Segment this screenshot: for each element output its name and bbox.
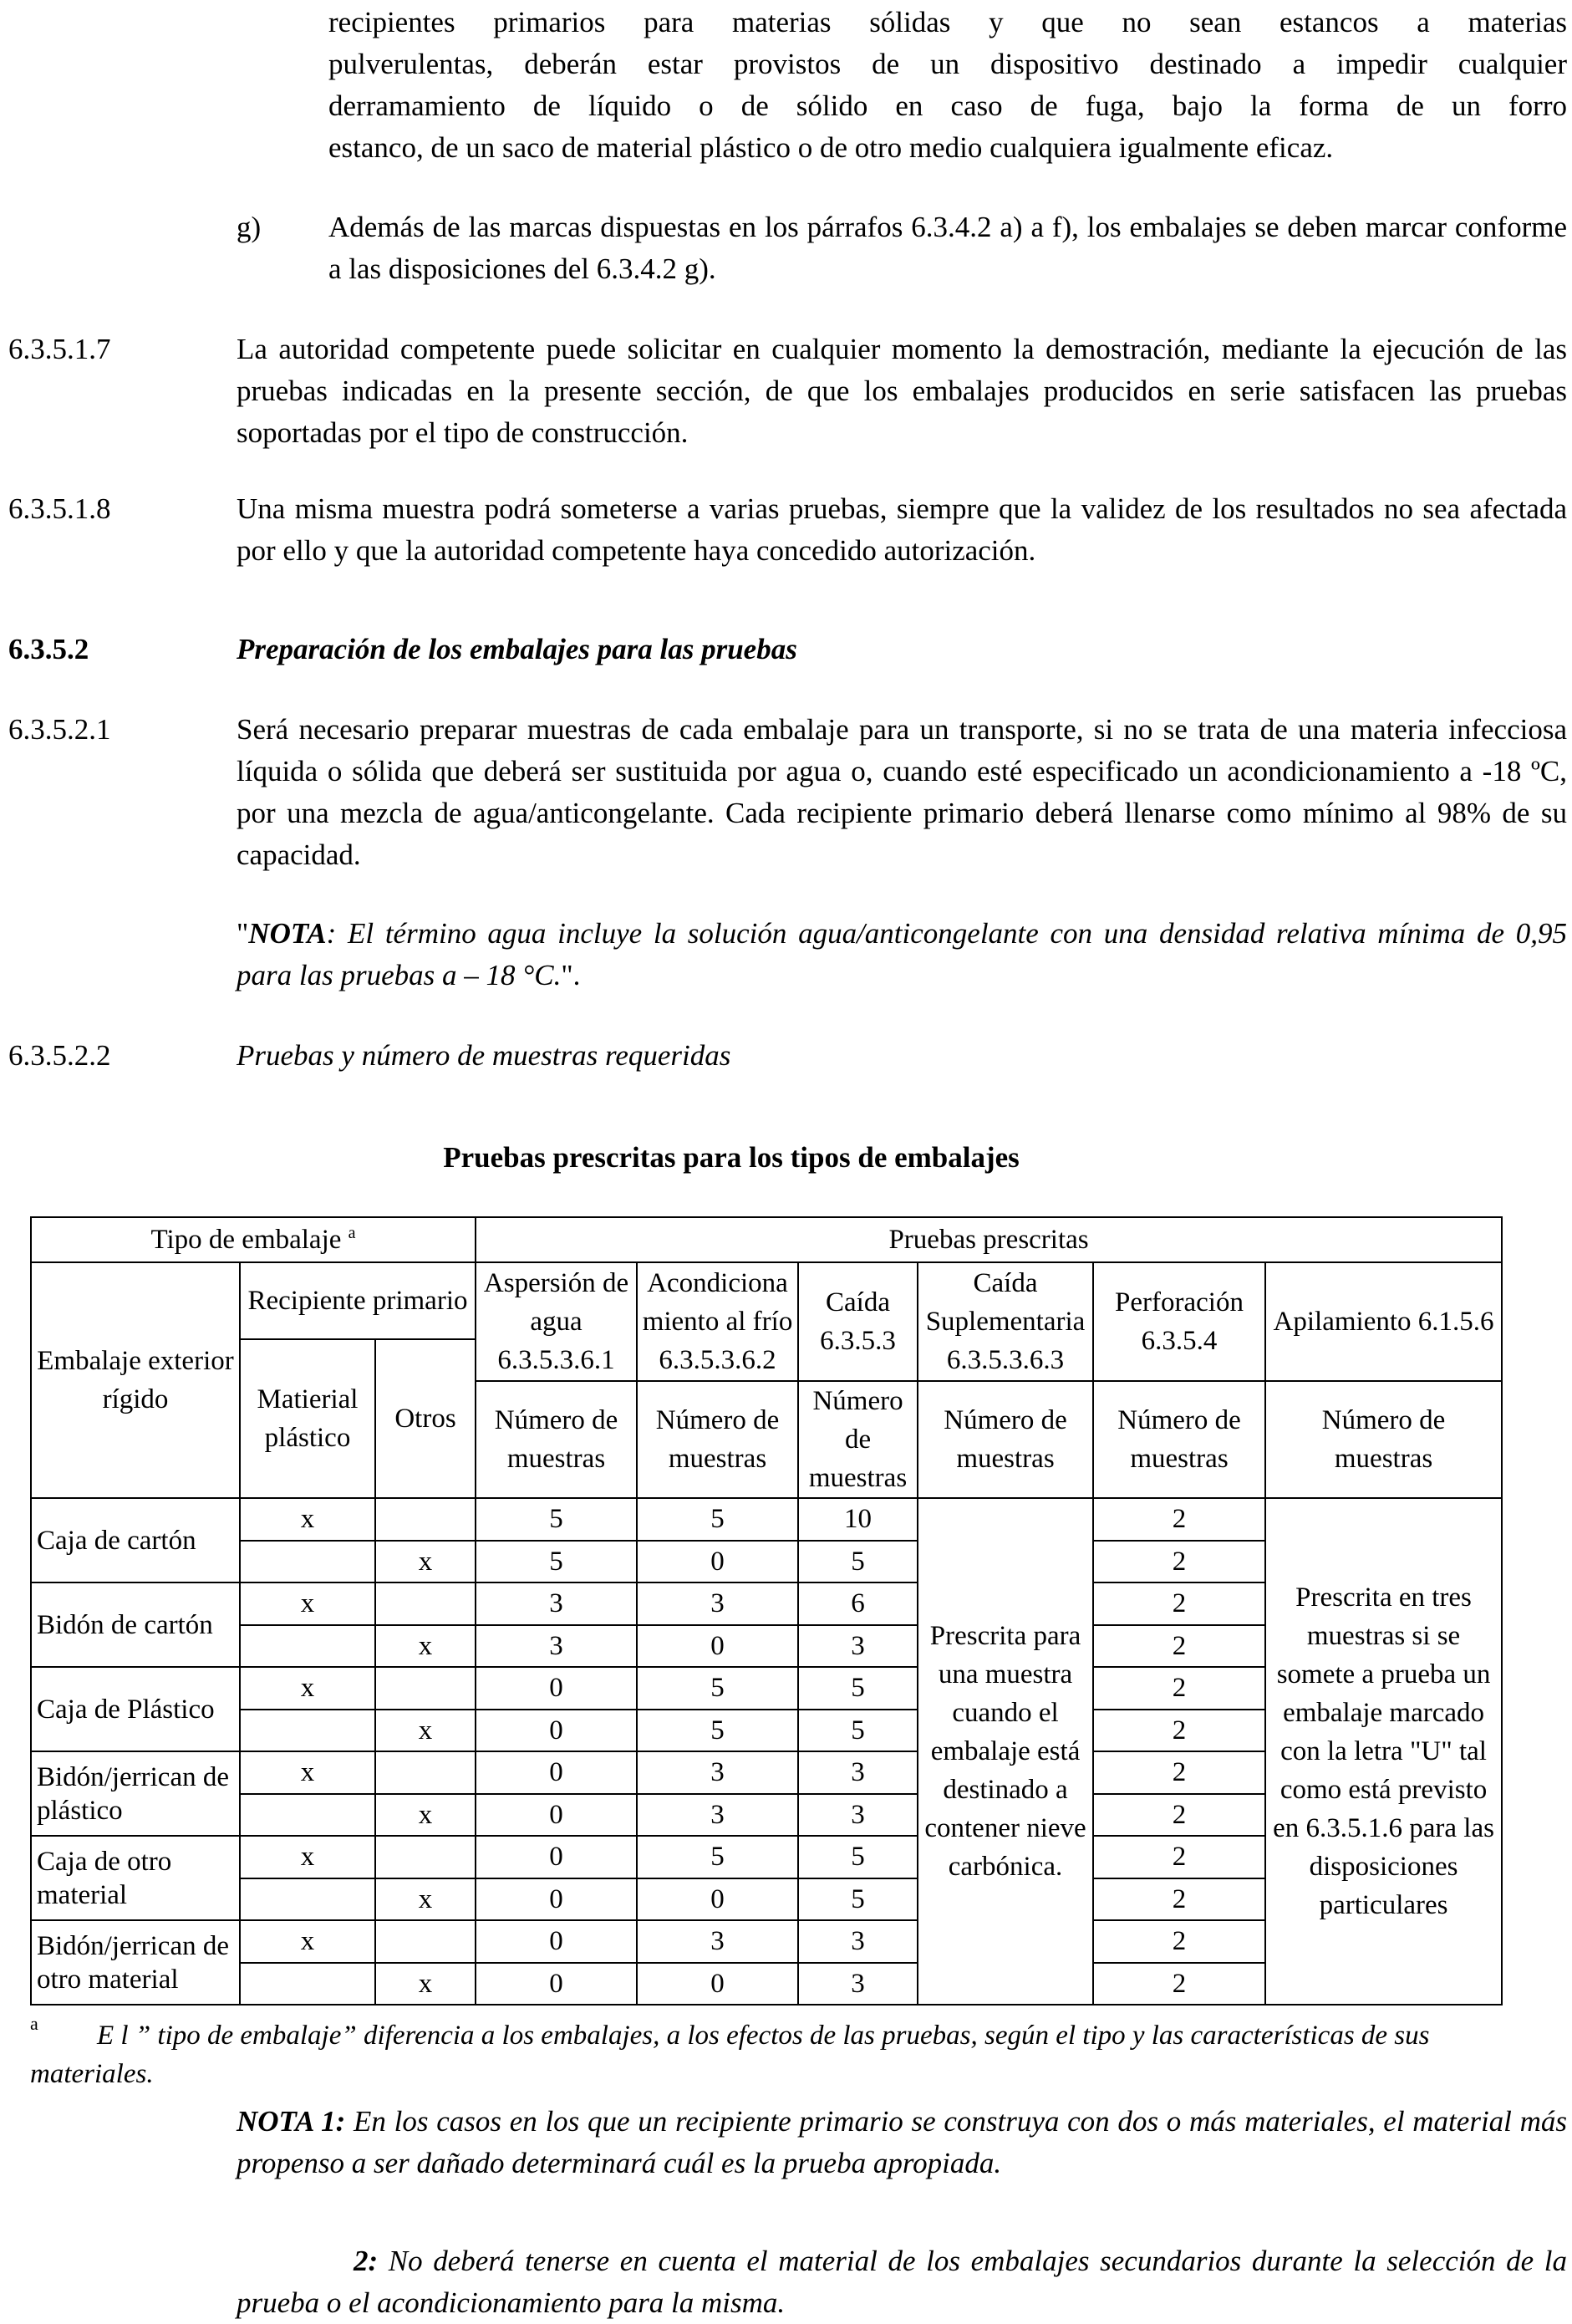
section-heading-number: 6.3.5.2: [8, 633, 89, 665]
item-g-label: g): [237, 211, 262, 243]
perforacion-count-cell: 2: [1093, 1625, 1265, 1668]
aspersion-count-cell: 3: [476, 1582, 637, 1625]
perforacion-count-cell: 2: [1093, 1541, 1265, 1583]
intro-line: recipientes primarios para materias sólidas y que no sean estancos a materias: [328, 6, 1567, 38]
other-mark-cell: x: [375, 1878, 476, 1921]
tests-table: [30, 1216, 1503, 2005]
plastic-mark-cell: x: [240, 1920, 375, 1963]
frio-count-cell: 3: [637, 1582, 798, 1625]
paragraph-6-3-5-2-1: Será necesario preparar muestras de cada embalaje para un transporte, si no se trata de una materia infecciosa líquida o sólida que deberá ser sustituida por agua o, cuando esté especificado un acondicionamiento a -18 ºC, por una mezcla de agua/anticongelante. Cada recipiente primario deberá llenarse como mínimo al 98% de su capacidad.: [237, 713, 1567, 871]
caida-count-cell: 6: [798, 1582, 918, 1625]
aspersion-count-cell: 5: [476, 1541, 637, 1583]
plastic-mark-cell: [240, 1878, 375, 1921]
apilamiento-note-cell: Prescrita en tres muestras si se somete a prueba un embalaje marcado con la letra "U" tal como está previsto en 6.3.5.1.6 para las disposiciones particulares: [1265, 1498, 1502, 2005]
intro-line: derramamiento de líquido o de sólido en caso de fuga, bajo la forma de un forro: [328, 89, 1567, 122]
note-text: : El término agua incluye la solución agua/anticongelante con una densidad relativa mínima de 0,95 para las pruebas a – 18 °C.: [237, 917, 1567, 991]
frio-count-cell: 5: [637, 1667, 798, 1710]
aspersion-count-cell: 0: [476, 1751, 637, 1794]
nota-1-label: NOTA 1:: [237, 2105, 346, 2138]
other-mark-cell: [375, 1582, 476, 1625]
section-heading-title: Preparación de los embalajes para las pruebas: [237, 633, 797, 665]
intro-line: pulverulentas, deberán estar provistos de un dispositivo destinado a impedir cualquier: [328, 48, 1567, 80]
nota-2: [237, 2240, 1567, 2324]
frio-count-cell: 5: [637, 1710, 798, 1752]
caida-count-cell: 3: [798, 1920, 918, 1963]
paragraph-6-3-5-1-8: Una misma muestra podrá someterse a varias pruebas, siempre que la validez de los resultados no sea afectada por ello y que la autoridad competente haya concedido autorización.: [237, 492, 1567, 567]
tipo-embalaje-header: Tipo de embalaje $^a$: [31, 1217, 476, 1262]
plastic-mark-cell: x: [240, 1667, 375, 1710]
caida-count-cell: 10: [798, 1498, 918, 1541]
frio-count-cell: 5: [637, 1498, 798, 1541]
other-mark-cell: [375, 1751, 476, 1794]
intro-line: estanco, de un saco de material plástico o de otro medio cualquiera igualmente eficaz.: [328, 131, 1334, 164]
test-header-caida-sup: Caída Suplementaria 6.3.5.3.6.3: [918, 1262, 1093, 1381]
aspersion-count-cell: 0: [476, 1667, 637, 1710]
plastic-mark-cell: [240, 1794, 375, 1837]
caida-count-cell: 5: [798, 1878, 918, 1921]
caida-count-cell: 3: [798, 1625, 918, 1668]
other-mark-cell: [375, 1498, 476, 1541]
packaging-type-cell: Caja de cartón: [31, 1498, 240, 1582]
caida-count-cell: 5: [798, 1710, 918, 1752]
nota-1-text: En los casos en los que un recipiente primario se construya con dos o más materiales, el material más propenso a ser dañado determinará cuál es la prueba apropiada.: [237, 2105, 1568, 2179]
packaging-type-cell: Bidón de cartón: [31, 1582, 240, 1667]
intro-paragraph: [328, 2, 1567, 169]
frio-count-cell: 3: [637, 1794, 798, 1837]
aspersion-count-cell: 0: [476, 1878, 637, 1921]
aspersion-count-cell: 0: [476, 1836, 637, 1878]
caida-count-cell: 5: [798, 1541, 918, 1583]
caida-sup-note-cell: Prescrita para una muestra cuando el embalaje está destinado a contener nieve carbónica.: [918, 1498, 1093, 2005]
section-number: 6.3.5.1.7: [8, 333, 111, 365]
item-g-text: Además de las marcas dispuestas en los párrafos 6.3.4.2 a) a f), los embalajes se deben marcar conforme a las disposiciones del 6.3.4.2 g).: [328, 211, 1567, 285]
note-open-quote: ": [237, 917, 249, 950]
packaging-type-cell: Bidón/jerrican de plástico: [31, 1751, 240, 1836]
section-number: 6.3.5.2.2: [8, 1039, 111, 1072]
frio-count-cell: 0: [637, 1541, 798, 1583]
sub-header: Número de muestras: [476, 1381, 637, 1498]
test-header-frio: Acondiciona miento al frío 6.3.5.3.6.2: [637, 1262, 798, 1381]
other-mark-cell: x: [375, 1710, 476, 1752]
caida-count-cell: 3: [798, 1751, 918, 1794]
caida-count-cell: 5: [798, 1667, 918, 1710]
other-mark-cell: x: [375, 1625, 476, 1668]
other-mark-cell: [375, 1667, 476, 1710]
nota-2-label: 2:: [354, 2245, 379, 2277]
nota-2-text: No deberá tenerse en cuenta el material de los embalajes secundarios durante la selección de la prueba o el acondicionamiento para la misma.: [237, 2245, 1567, 2319]
frio-count-cell: 3: [637, 1920, 798, 1963]
exterior-header: Embalaje exterior rígido: [31, 1262, 240, 1498]
aspersion-count-cell: 0: [476, 1794, 637, 1837]
plastic-mark-cell: [240, 1963, 375, 2005]
note-label: NOTA: [248, 917, 327, 950]
plastic-mark-cell: [240, 1541, 375, 1583]
other-mark-cell: x: [375, 1541, 476, 1583]
otros-header: Otros: [375, 1339, 476, 1498]
packaging-type-cell: Bidón/jerrican de otro material: [31, 1920, 240, 2005]
other-mark-cell: x: [375, 1963, 476, 2005]
plastic-mark-cell: x: [240, 1836, 375, 1878]
test-header-apilamiento: Apilamiento 6.1.5.6: [1265, 1262, 1502, 1381]
sub-header: Número de muestras: [798, 1381, 918, 1498]
perforacion-count-cell: 2: [1093, 1836, 1265, 1878]
perforacion-count-cell: 2: [1093, 1878, 1265, 1921]
packaging-type-cell: Caja de Plástico: [31, 1667, 240, 1751]
paragraph-6-3-5-2-2: Pruebas y número de muestras requeridas: [237, 1039, 731, 1072]
perforacion-count-cell: 2: [1093, 1667, 1265, 1710]
sub-header: Número de muestras: [1093, 1381, 1265, 1498]
frio-count-cell: 3: [637, 1751, 798, 1794]
plastic-mark-cell: [240, 1710, 375, 1752]
test-header-perforacion: Perforación 6.3.5.4: [1093, 1262, 1265, 1381]
sub-header: Número de muestras: [1265, 1381, 1502, 1498]
perforacion-count-cell: 2: [1093, 1920, 1265, 1963]
note-water: [237, 913, 1567, 996]
aspersion-count-cell: 0: [476, 1920, 637, 1963]
caida-count-cell: 3: [798, 1963, 918, 2005]
frio-count-cell: 5: [637, 1836, 798, 1878]
perforacion-count-cell: 2: [1093, 1794, 1265, 1837]
caida-count-cell: 5: [798, 1836, 918, 1878]
perforacion-count-cell: 2: [1093, 1582, 1265, 1625]
perforacion-count-cell: 2: [1093, 1710, 1265, 1752]
section-number: 6.3.5.1.8: [8, 492, 111, 525]
packaging-type-cell: Caja de otro material: [31, 1836, 240, 1920]
plastico-header: Matierial plástico: [240, 1339, 375, 1498]
plastic-mark-cell: x: [240, 1751, 375, 1794]
footnote-mark: a: [30, 2013, 38, 2034]
note-close-quote: ".: [561, 959, 581, 991]
frio-count-cell: 0: [637, 1963, 798, 2005]
table-row: [31, 1498, 1502, 1541]
aspersion-count-cell: 0: [476, 1710, 637, 1752]
plastic-mark-cell: x: [240, 1498, 375, 1541]
section-number: 6.3.5.2.1: [8, 713, 111, 746]
other-mark-cell: [375, 1920, 476, 1963]
table-body: [31, 1498, 1502, 2005]
aspersion-count-cell: 3: [476, 1625, 637, 1668]
nota-1: [237, 2101, 1567, 2184]
test-header-caida: Caída 6.3.5.3: [798, 1262, 918, 1381]
pruebas-prescritas-header: Pruebas prescritas: [476, 1217, 1502, 1262]
aspersion-count-cell: 5: [476, 1498, 637, 1541]
plastic-mark-cell: [240, 1625, 375, 1668]
paragraph-6-3-5-1-7: La autoridad competente puede solicitar en cualquier momento la demostración, mediante la ejecución de las pruebas indicadas en la presente sección, de que los embalajes producidos en serie satisfacen las pruebas soportadas por el tipo de construcción.: [237, 333, 1567, 449]
recipiente-header: Recipiente primario: [240, 1262, 476, 1339]
table-title: Pruebas prescritas para los tipos de embalajes: [443, 1141, 1020, 1174]
perforacion-count-cell: 2: [1093, 1498, 1265, 1541]
perforacion-count-cell: 2: [1093, 1963, 1265, 2005]
aspersion-count-cell: 0: [476, 1963, 637, 2005]
test-header-aspersion: Aspersión de agua 6.3.5.3.6.1: [476, 1262, 637, 1381]
sub-header: Número de muestras: [918, 1381, 1093, 1498]
other-mark-cell: x: [375, 1794, 476, 1837]
caida-count-cell: 3: [798, 1794, 918, 1837]
perforacion-count-cell: 2: [1093, 1751, 1265, 1794]
plastic-mark-cell: x: [240, 1582, 375, 1625]
other-mark-cell: [375, 1836, 476, 1878]
footnote-text: E l ” tipo de embalaje” diferencia a los embalajes, a los efectos de las pruebas, según el tipo y las características de sus materiales.: [30, 2021, 1430, 2089]
frio-count-cell: 0: [637, 1878, 798, 1921]
frio-count-cell: 0: [637, 1625, 798, 1668]
sub-header: Número de muestras: [637, 1381, 798, 1498]
